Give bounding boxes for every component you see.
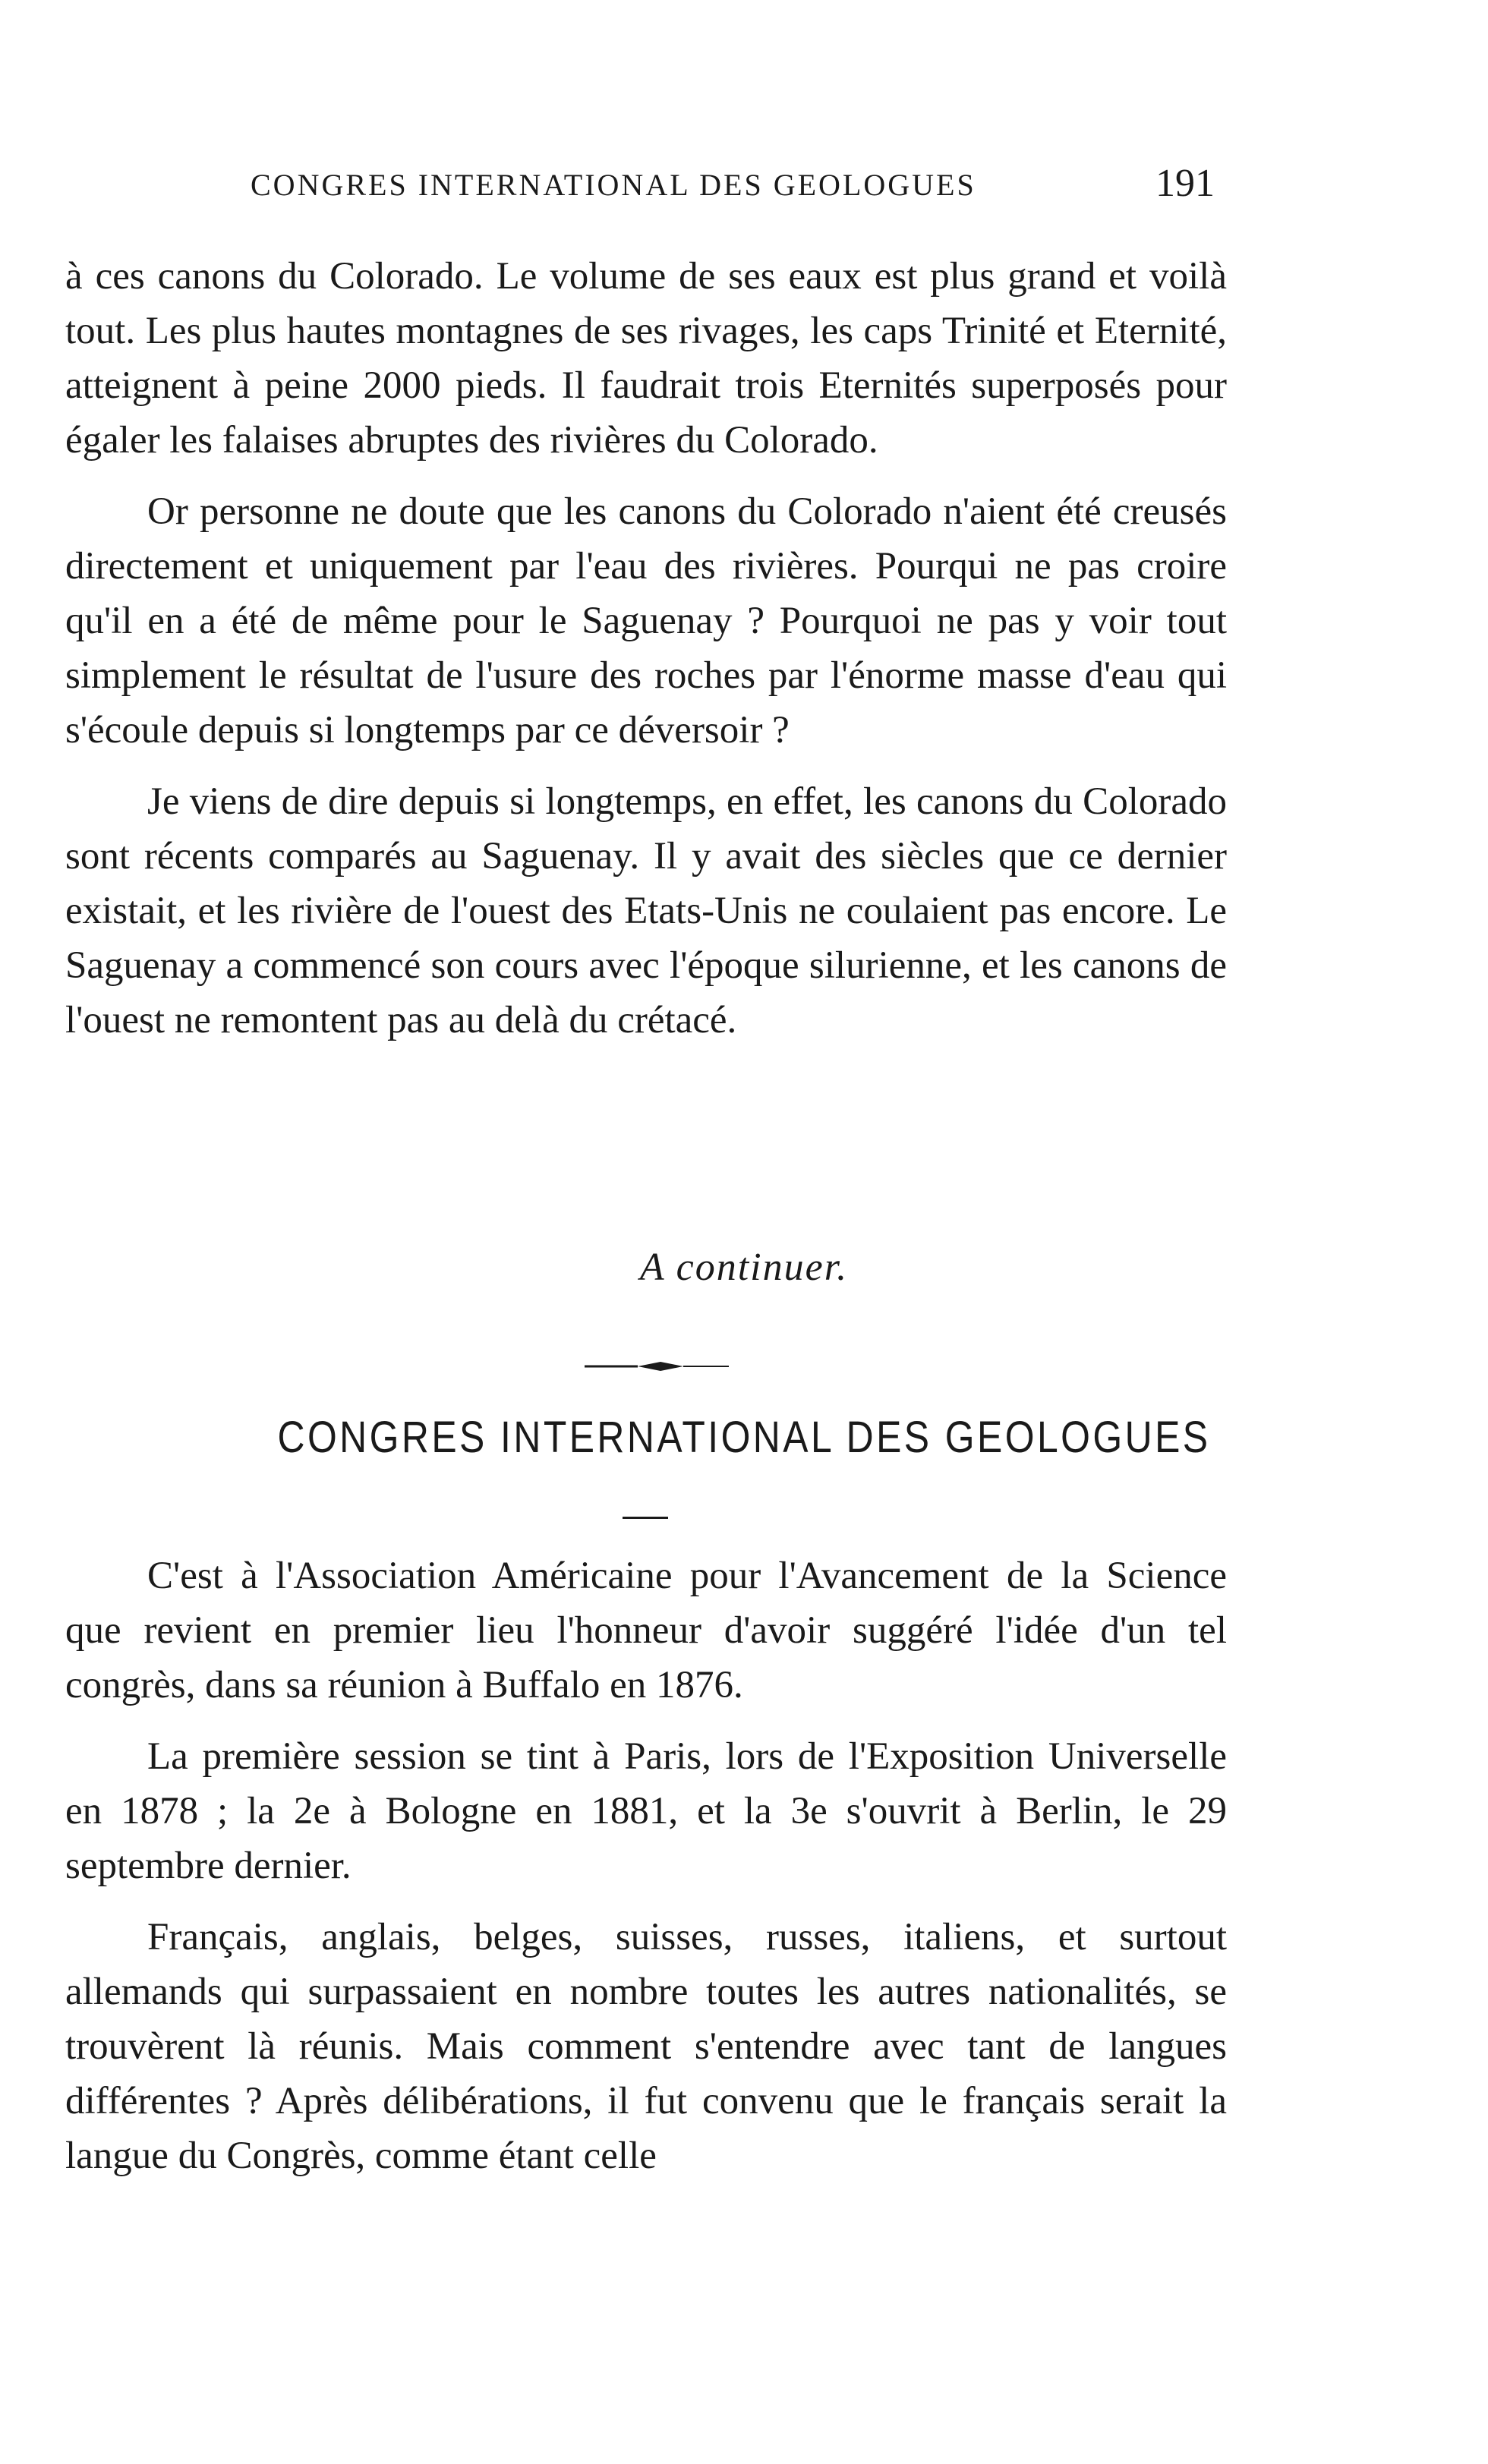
paragraph-colorado-volume: à ces canons du Colorado. Le volume de ses eaux est plus grand et voilà tout. Les plus hautes montagnes de ses rivages, les caps Trinité et Eternité, atteignent à peine 2000 pieds. Il faudrait trois Eternités superposés pour égaler les falaises abruptes des rivières du Colorado. — [65, 255, 1227, 462]
paragraph-nationalites: Français, anglais, belges, suisses, russes, italiens, et surtout allemands qui surpassaient en nombre toutes les autres nationalités, se trouvèrent là réunis. Mais comment s'entendre avec tant de langues différentes ? Après délibérations, il fut convenu que le français serait la langue du Congrès, comme étant celle — [65, 1916, 1227, 2177]
section-title: CONGRES INTERNATIONAL DES GEOLOGUES — [277, 1413, 1211, 1462]
page-number: 191 — [1155, 162, 1215, 205]
running-title: CONGRES INTERNATIONAL DES GEOLOGUES — [251, 168, 976, 202]
fleuron-divider — [585, 1359, 729, 1374]
to-be-continued-note: A continuer. — [639, 1246, 849, 1289]
paragraph-sessions: La première session se tint à Paris, lors de l'Exposition Universelle en 1878 ; la 2e à Bologne en 1881, et la 3e s'ouvrit à Berlin, le 29 septembre dernier. — [65, 1735, 1227, 1887]
running-header — [228, 161, 1215, 214]
article-continuation-body — [65, 249, 1227, 1064]
paragraph-canons-creuses: Or personne ne doute que les canons du Colorado n'aient été creusés directement et uniquement par l'eau des rivières. Pourqui ne pas croire qu'il en a été de même pour le Saguenay ? Pourquoi ne pas y voir tout simplement le résultat de l'usure des roches par l'énorme masse d'eau qui s'écoule depuis si longtemps par ce déversoir ? — [65, 490, 1227, 751]
paragraph-association-americaine: C'est à l'Association Américaine pour l'Avancement de la Science que revient en premier lieu l'honneur d'avoir suggéré l'idée d'un tel congrès, dans sa réunion à Buffalo en 1876. — [65, 1555, 1227, 1706]
congress-article-body — [65, 1549, 1227, 2200]
title-rule — [623, 1517, 668, 1519]
paragraph-saguenay-age: Je viens de dire depuis si longtemps, en effet, les canons du Colorado sont récents comparés au Saguenay. Il y avait des siècles que ce dernier existait, et les rivière de l'ouest des Etats-Unis ne coulaient pas encore. Le Saguenay a commencé son cours avec l'époque silurienne, et les canons de l'ouest ne remontent pas au delà du crétacé. — [65, 780, 1227, 1041]
